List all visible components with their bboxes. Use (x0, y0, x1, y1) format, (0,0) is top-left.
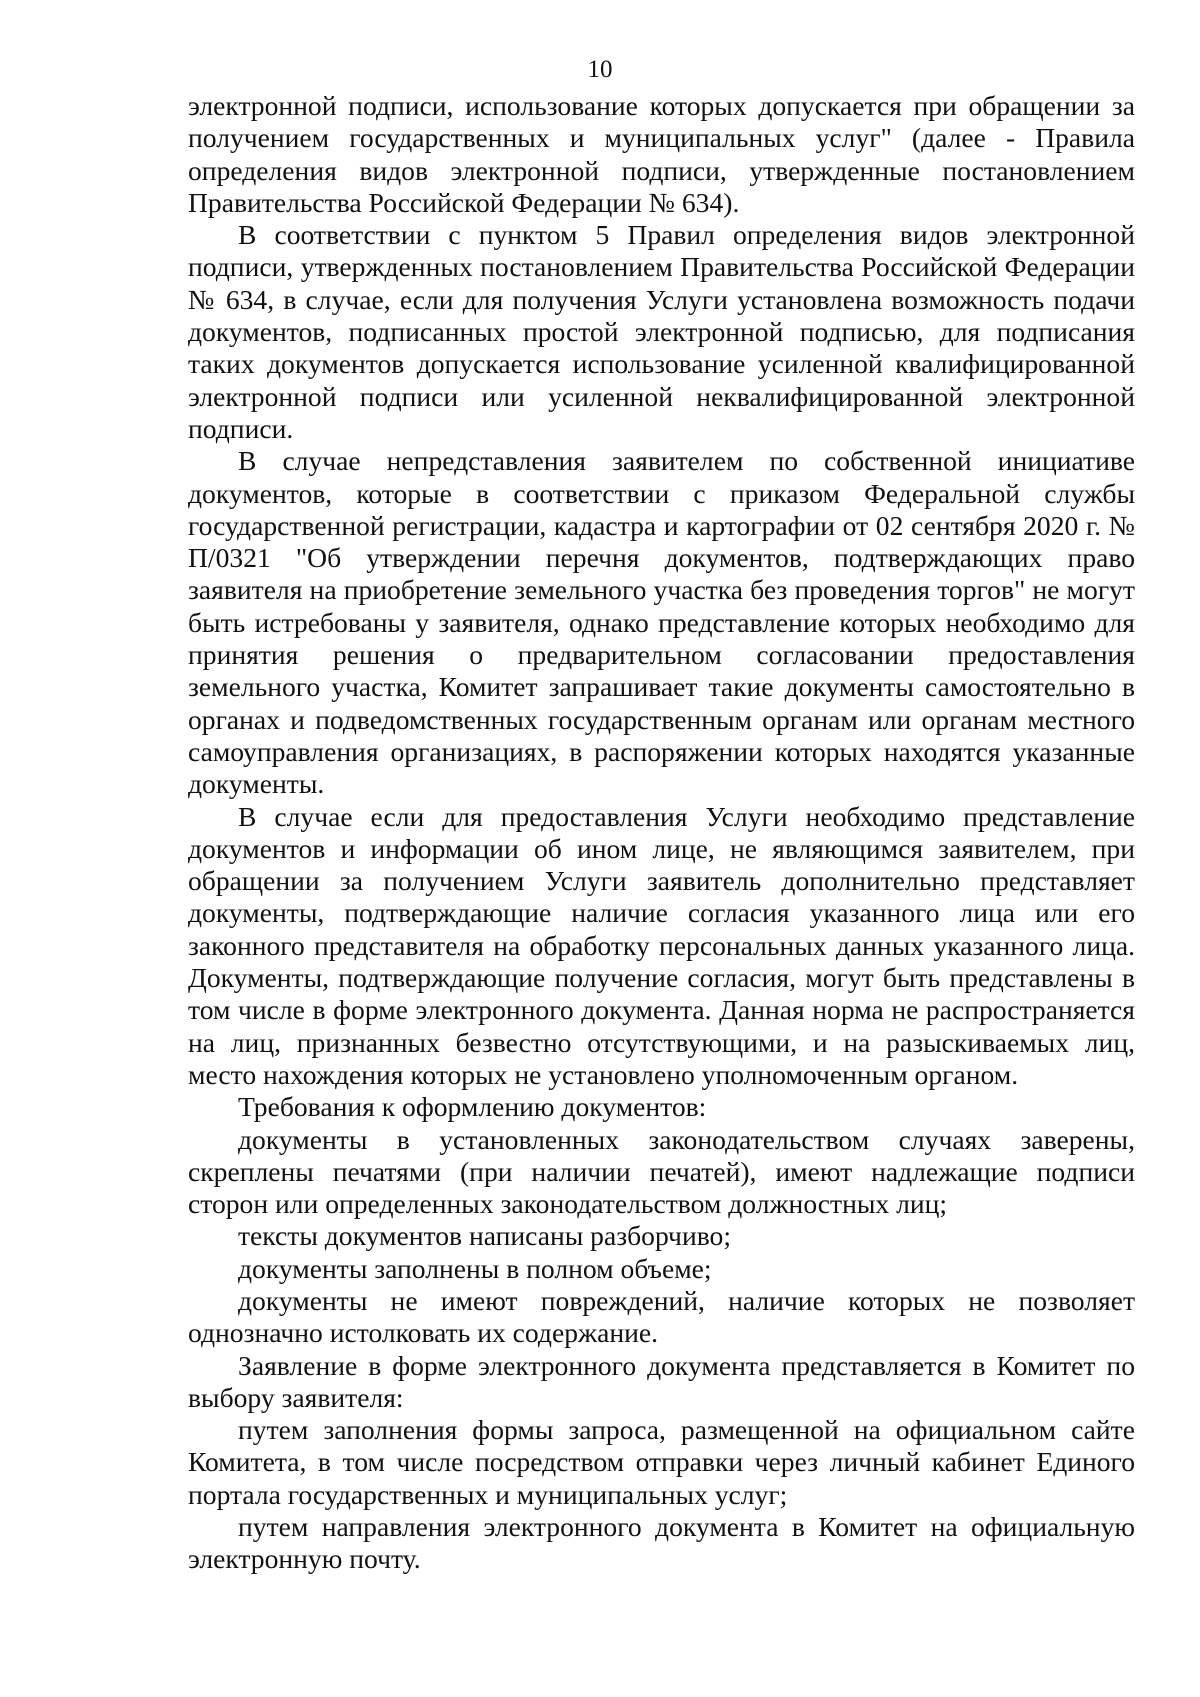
paragraph-continuation: электронной подписи, использование которых допускается при обращении за получением государственных и муниципальных услуг" (далее - Правила определения видов электронной подписи, утвержденные постановлением Правительства Российской Федерации № 634). (188, 90, 1135, 218)
requirement-item: документы заполнены в полном объеме; (238, 1252, 712, 1284)
paragraph: В случае непредставления заявителем по собственной инициативе документов, которые в соответствии с приказом Федеральной службы государственной регистрации, кадастра и картографии от 02 сентября 2020 г. № П/0321 "Об утверждении перечня документов, подтверждающих право заявителя на приобретение земельного участка без проведения торгов" не могут быть истребованы у заявителя, однако представление которых необходимо для принятия решения о предварительном согласовании предоставления земельного участка, Комитет запрашивает такие документы самостоятельно в органах и подведомственных государственным органам или органам местного самоуправления организациях, в распоряжении которых находятся указанные документы. (188, 445, 1135, 800)
requirement-item: документы не имеют повреждений, наличие которых не позволяет однозначно истолковать их содержание. (188, 1284, 1135, 1349)
paragraph: Заявление в форме электронного документа представляется в Комитет по выбору заявителя: (188, 1349, 1135, 1413)
requirement-item: тексты документов написаны разборчиво; (238, 1220, 732, 1252)
page-number: 10 (587, 56, 613, 83)
paragraph: В соответствии с пунктом 5 Правил определения видов электронной подписи, утвержденных постановлением Правительства Российской Федерации № 634, в случае, если для получения Услуги установлена возможность подачи документов, подписанных простой электронной подписью, для подписания таких документов допускается использование усиленной квалифицированной электронной подписи или усиленной неквалифицированной электронной подписи. (188, 219, 1135, 444)
requirement-item: документы в установленных законодательством случаях заверены, скреплены печатями (при наличии печатей), имеют надлежащие подписи сторон или определенных законодательством должностных лиц; (188, 1123, 1135, 1220)
document-body (188, 90, 1135, 1576)
submission-method-item: путем направления электронного документа в Комитет на официальную электронную почту. (188, 1511, 1135, 1575)
submission-method-item: путем заполнения формы запроса, размещенной на официальном сайте Комитета, в том числе посредством отправки через личный кабинет Единого портала государственных и муниципальных услуг; (188, 1414, 1135, 1510)
paragraph-heading: Требования к оформлению документов: (238, 1091, 707, 1123)
paragraph: В случае если для предоставления Услуги необходимо представление документов и информации об ином лице, не являющимся заявителем, при обращении за получением Услуги заявитель дополнительно представляет документы, подтверждающие наличие согласия указанного лица или его законного представителя на обработку персональных данных указанного лица. Документы, подтверждающие получение согласия, могут быть представлены в том числе в форме электронного документа. Данная норма не распространяется на лиц, признанных безвестно отсутствующими, и на разыскиваемых лиц, место нахождения которых не установлено уполномоченным органом. (188, 800, 1135, 1090)
